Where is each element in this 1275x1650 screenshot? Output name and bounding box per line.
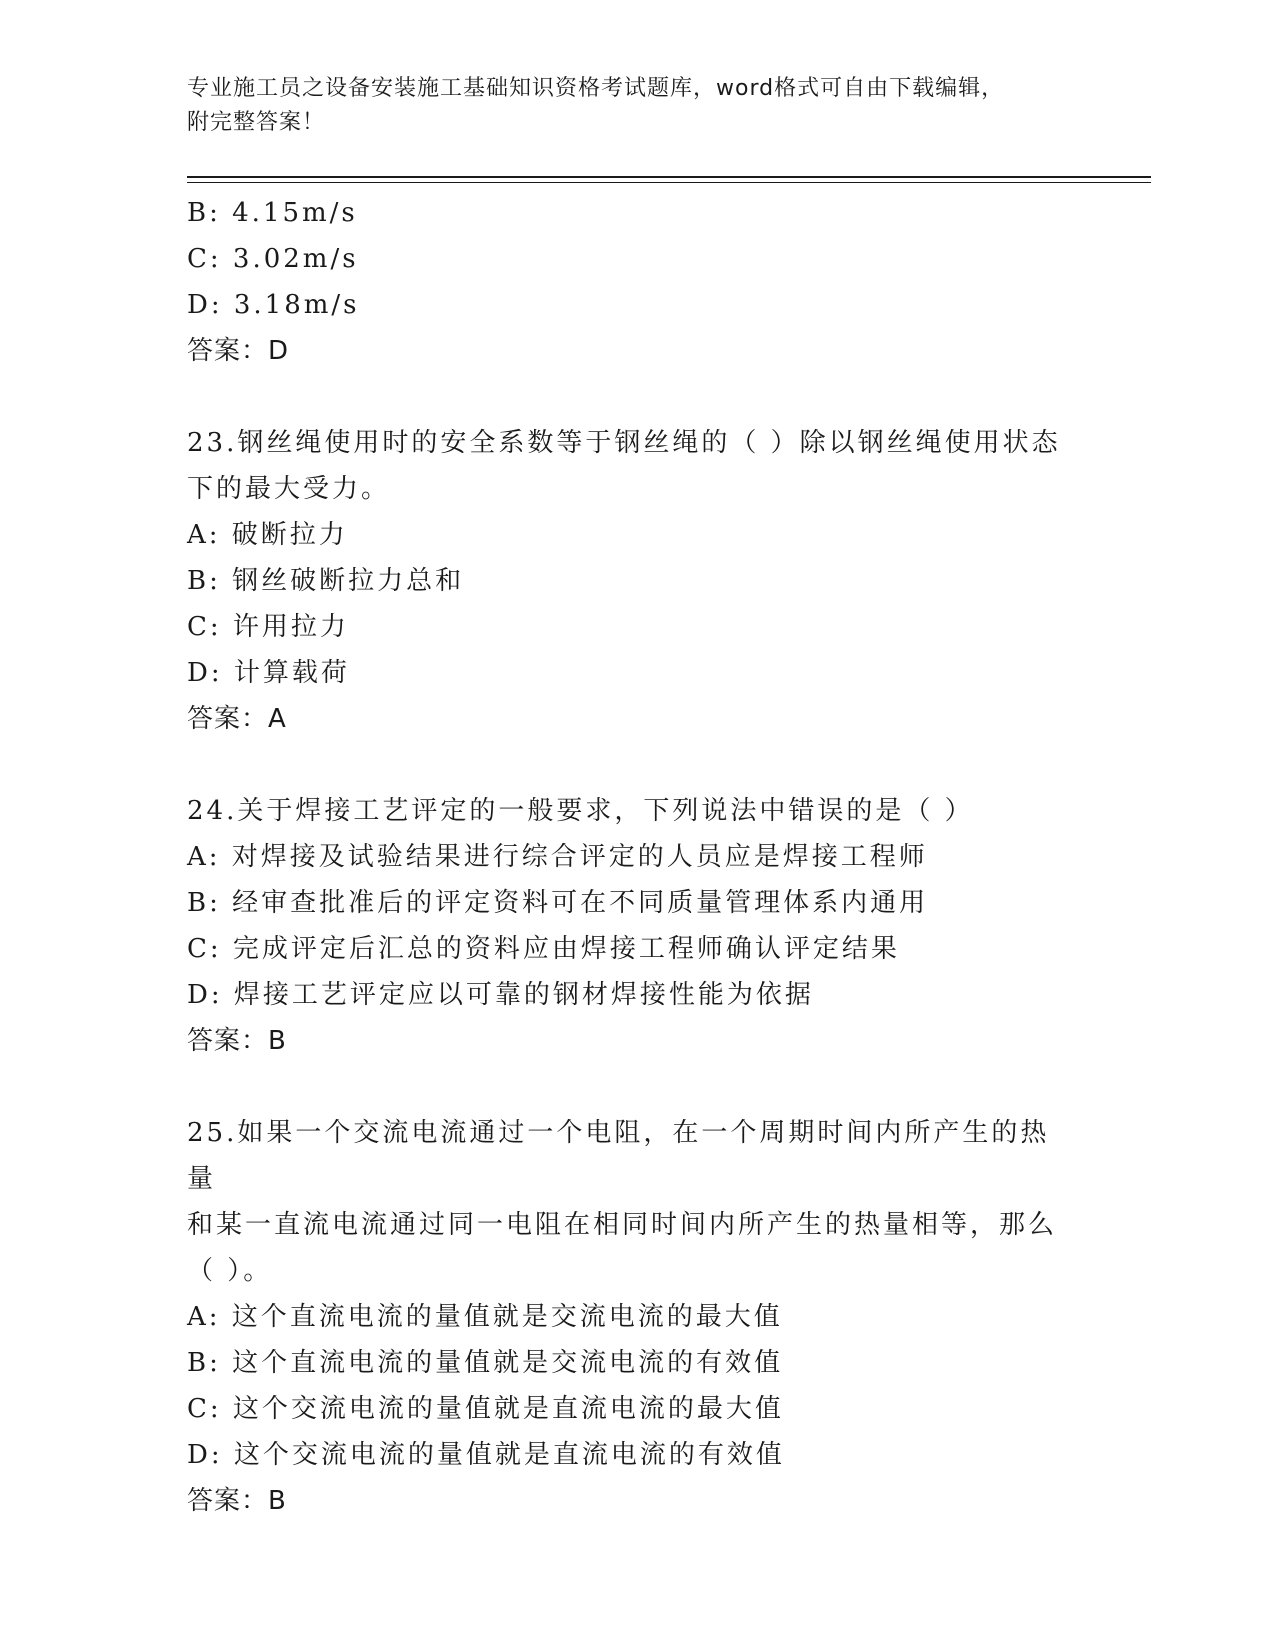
option-c: C: 完成评定后汇总的资料应由焊接工程师确认评定结果 (187, 934, 900, 964)
option-a: A: 对焊接及试验结果进行综合评定的人员应是焊接工程师 (187, 842, 928, 872)
question-text-line: 和某一直流电流通过同一电阻在相同时间内所产生的热量相等，那么 (187, 1210, 1058, 1240)
question-23 (187, 420, 1087, 742)
option-b: B: 这个直流电流的量值就是交流电流的有效值 (187, 1348, 784, 1378)
option-d: D: 计算载荷 (187, 658, 350, 688)
question-content (187, 190, 1087, 1524)
option-a: A: 这个直流电流的量值就是交流电流的最大值 (187, 1302, 783, 1332)
spacer (187, 374, 1087, 420)
header-divider-thick (187, 176, 1151, 178)
spacer (187, 742, 1087, 788)
answer-line: 答案：D (187, 336, 290, 366)
spacer (187, 1064, 1087, 1110)
question-text-line: 25.如果一个交流电流通过一个电阻，在一个周期时间内所产生的热量 (187, 1118, 1050, 1194)
option-c: C: 这个交流电流的量值就是直流电流的最大值 (187, 1394, 784, 1424)
question-text-line: （ ）。 (187, 1256, 273, 1286)
document-header (187, 72, 1067, 140)
question-text-line: 下的最大受力。 (187, 474, 391, 504)
option-d: D: 3.18m/s (187, 290, 360, 320)
option-b: B: 经审查批准后的评定资料可在不同质量管理体系内通用 (187, 888, 929, 918)
answer-line: 答案：A (187, 704, 287, 734)
question-24 (187, 788, 1087, 1064)
option-c: C: 许用拉力 (187, 612, 349, 642)
option-c: C: 3.02m/s (187, 244, 359, 274)
option-b: B: 4.15m/s (187, 198, 358, 228)
answer-line: 答案：B (187, 1486, 287, 1516)
header-title-line-1: 专业施工员之设备安装施工基础知识资格考试题库，word格式可自由下载编辑， (187, 76, 1005, 101)
question-text-line: 23.钢丝绳使用时的安全系数等于钢丝绳的（ ）除以钢丝绳使用状态 (187, 428, 1061, 458)
option-d: D: 焊接工艺评定应以可靠的钢材焊接性能为依据 (187, 980, 814, 1010)
question-25 (187, 1110, 1087, 1524)
question-22-continued (187, 190, 1087, 374)
header-title-line-2: 附完整答案！ (187, 110, 326, 135)
option-d: D: 这个交流电流的量值就是直流电流的有效值 (187, 1440, 785, 1470)
option-b: B: 钢丝破断拉力总和 (187, 566, 465, 596)
header-divider-thin (187, 182, 1151, 183)
question-text-line: 24.关于焊接工艺评定的一般要求，下列说法中错误的是（ ） (187, 796, 974, 826)
option-a: A: 破断拉力 (187, 520, 348, 550)
answer-line: 答案：B (187, 1026, 287, 1056)
